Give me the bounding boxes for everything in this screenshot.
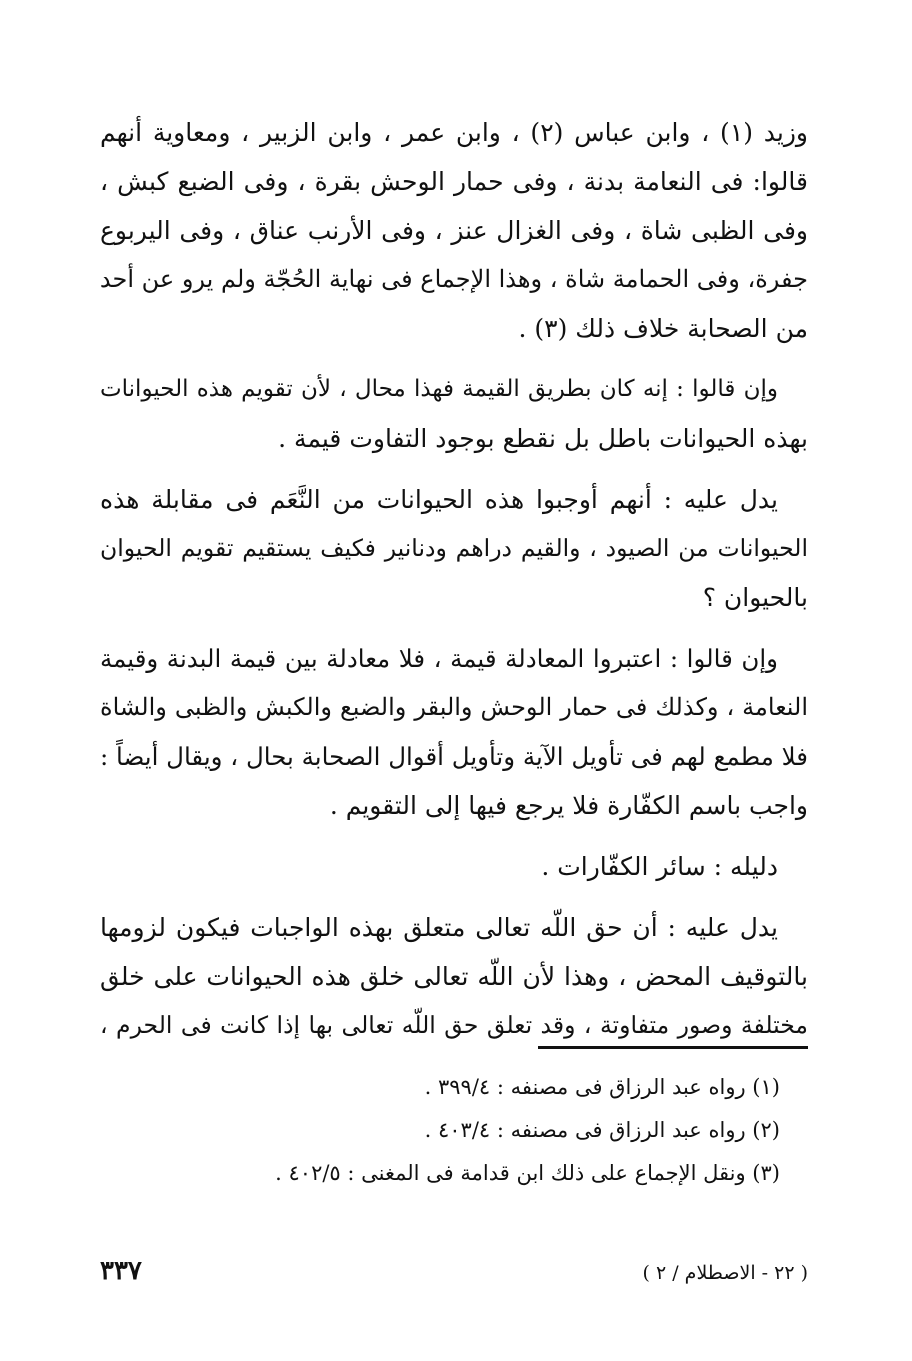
text-line: وزيد (١) ، وابن عباس (٢) ، وابن عمر ، وابن الزبير ، ومعاوية أنهم [100,118,808,147]
main-text [100,108,808,1062]
footnotes [100,1066,780,1195]
paragraph-6 [100,903,808,1050]
text-line: بهذه الحيوانات باطل بل نقطع بوجود التفاوت قيمة . [278,424,808,453]
text-line: الحيوانات من الصيود ، والقيم دراهم ودنانير فكيف يستقيم تقويم الحيوان [100,534,808,562]
paragraph-1 [100,108,808,353]
text-line: واجب باسم الكفّارة فلا يرجع فيها إلى التقويم . [329,791,808,820]
text-line: قالوا: فى النعامة بدنة ، وفى حمار الوحش بقرة ، وفى الضبع كبش ، [100,167,808,196]
paragraph-4 [100,634,808,830]
footnote-3: (٣) ونقل الإجماع على ذلك ابن قدامة فى المغنى : ٤٠٢/٥ . [275,1161,780,1185]
text-line: وإن قالوا : اعتبروا المعادلة قيمة ، فلا معادلة بين قيمة البدنة وقيمة [100,644,778,673]
text-line: يدل عليه : أن حق اللّه تعالى متعلق بهذه الواجبات فيكون لزومها [100,913,778,942]
text-line: مختلفة وصور متفاوتة ، وقد تعلق حق اللّه تعالى بها إذا كانت فى الحرم ، [100,1011,808,1039]
text-line: وإن قالوا : إنه كان بطريق القيمة فهذا محال ، لأن تقويم هذه الحيوانات [100,376,778,402]
paragraph-5 [100,842,808,891]
text-line: بالحيوان ؟ [702,583,808,612]
footnote-1: (١) رواه عبد الرزاق فى مصنفه : ٣٩٩/٤ . [424,1075,780,1099]
footnote-divider [538,1046,808,1049]
paragraph-3 [100,475,808,622]
text-line: وفى الظبى شاة ، وفى الغزال عنز ، وفى الأرنب عناق ، وفى اليربوع [100,216,808,245]
text-line: النعامة ، وكذلك فى حمار الوحش والبقر والضبع والكبش والظبى والشاة [100,693,808,721]
footnote-2: (٢) رواه عبد الرزاق فى مصنفه : ٤٠٣/٤ . [424,1118,780,1142]
paragraph-2 [100,365,808,463]
text-line: بالتوقيف المحض ، وهذا لأن اللّه تعالى خلق هذه الحيوانات على خلق [100,962,808,991]
text-line: جفرة، وفى الحمامة شاة ، وهذا الإجماع فى نهاية الحُجّة ولم يرو عن أحد [99,265,808,293]
page-number: ٣٣٧ [100,1256,142,1286]
printer-signature: ( ٢٢ - الاصطلام / ٢ ) [642,1262,808,1284]
text-line: من الصحابة خلاف ذلك (٣) . [518,314,808,343]
text-line: دليله : سائر الكفّارات . [541,852,778,881]
text-line: يدل عليه : أنهم أوجبوا هذه الحيوانات من النَّعَم فى مقابلة هذه [100,485,778,514]
text-line: فلا مطمع لهم فى تأويل الآية وتأويل أقوال الصحابة بحال ، ويقال أيضاً : [100,742,808,771]
